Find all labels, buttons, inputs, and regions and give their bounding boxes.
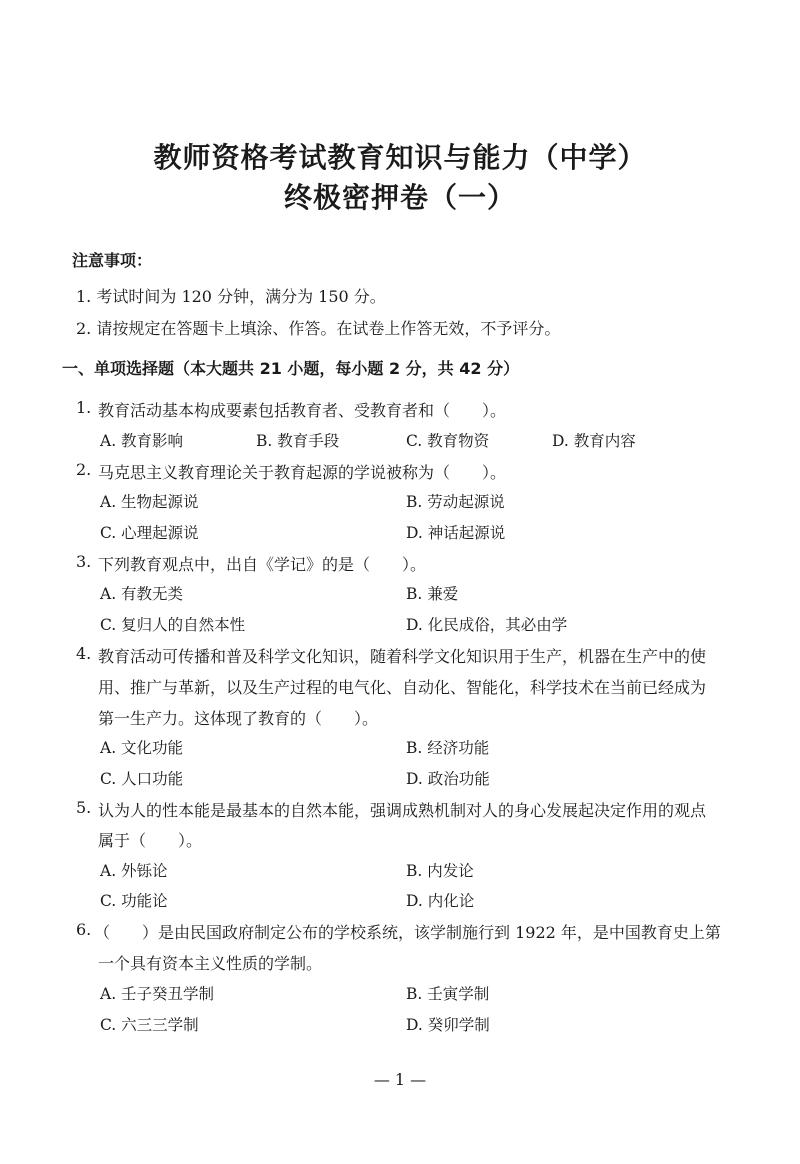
option-d: D. 神话起源说 <box>406 524 506 542</box>
option-c: C. 复归人的自然本性 <box>100 616 246 634</box>
question-number: 5. <box>76 798 92 817</box>
question-number: 3. <box>76 552 92 571</box>
question-text: 教育活动可传播和普及科学文化知识，随着科学文化知识用于生产，机器在生产中的使 <box>98 647 707 666</box>
page-number: — 1 — <box>373 1070 427 1089</box>
option-d: D. 内化论 <box>406 892 475 910</box>
section-heading: 一、单项选择题（本大题共 21 小题，每小题 2 分，共 42 分） <box>62 359 520 378</box>
question-number: 2. <box>76 460 92 479</box>
question-text: 属于（ ）。 <box>98 831 203 850</box>
option-a: A. 有教无类 <box>100 585 184 603</box>
question-text: 认为人的性本能是最基本的自然本能，强调成熟机制对人的身心发展起决定作用的观点 <box>98 801 707 820</box>
option-d: D. 癸卯学制 <box>406 1016 490 1034</box>
question-text: 第一生产力。这体现了教育的（ ）。 <box>98 709 379 728</box>
option-b: B. 教育手段 <box>256 432 340 450</box>
option-b: B. 兼爱 <box>406 585 459 603</box>
option-b: B. 内发论 <box>406 862 474 880</box>
question-number: 4. <box>76 644 92 663</box>
option-c: C. 六三三学制 <box>100 1016 199 1034</box>
option-c: C. 功能论 <box>100 892 168 910</box>
option-d: D. 化民成俗，其必由学 <box>406 616 568 634</box>
option-b: B. 劳动起源说 <box>406 493 505 511</box>
option-a: A. 教育影响 <box>100 432 184 450</box>
notice-heading: 注意事项： <box>72 251 153 270</box>
option-c: C. 心理起源说 <box>100 524 199 542</box>
question-text: 一个具有资本主义性质的学制。 <box>98 954 323 973</box>
option-a: A. 生物起源说 <box>100 493 199 511</box>
question-number: 1. <box>76 398 92 417</box>
question-number: 6. <box>76 920 92 939</box>
option-a: A. 文化功能 <box>100 739 184 757</box>
option-c: C. 教育物资 <box>406 432 490 450</box>
option-a: A. 壬子癸丑学制 <box>100 985 215 1003</box>
notice-item: 1. 考试时间为 120 分钟，满分为 150 分。 <box>76 287 386 306</box>
option-d: D. 教育内容 <box>552 432 636 450</box>
exam-title: 教师资格考试教育知识与能力（中学） <box>153 141 647 174</box>
option-d: D. 政治功能 <box>406 770 490 788</box>
question-text: 用、推广与革新，以及生产过程的电气化、自动化、智能化，科学技术在当前已经成为 <box>98 678 707 697</box>
exam-subtitle: 终极密押卷（一） <box>283 181 516 214</box>
notice-item: 2. 请按规定在答题卡上填涂、作答。在试卷上作答无效，不予评分。 <box>76 319 561 338</box>
option-a: A. 外铄论 <box>100 862 168 880</box>
question-text: 教育活动基本构成要素包括教育者、受教育者和（ ）。 <box>98 401 507 420</box>
question-text: 下列教育观点中，出自《学记》的是（ ）。 <box>98 555 427 574</box>
option-c: C. 人口功能 <box>100 770 184 788</box>
option-b: B. 壬寅学制 <box>406 985 490 1003</box>
question-text: 马克思主义教育理论关于教育起源的学说被称为（ ）。 <box>98 463 507 482</box>
option-b: B. 经济功能 <box>406 739 490 757</box>
question-text: （ ）是由民国政府制定公布的学校系统，该学制施行到 1922 年，是中国教育史上第 <box>94 923 721 942</box>
